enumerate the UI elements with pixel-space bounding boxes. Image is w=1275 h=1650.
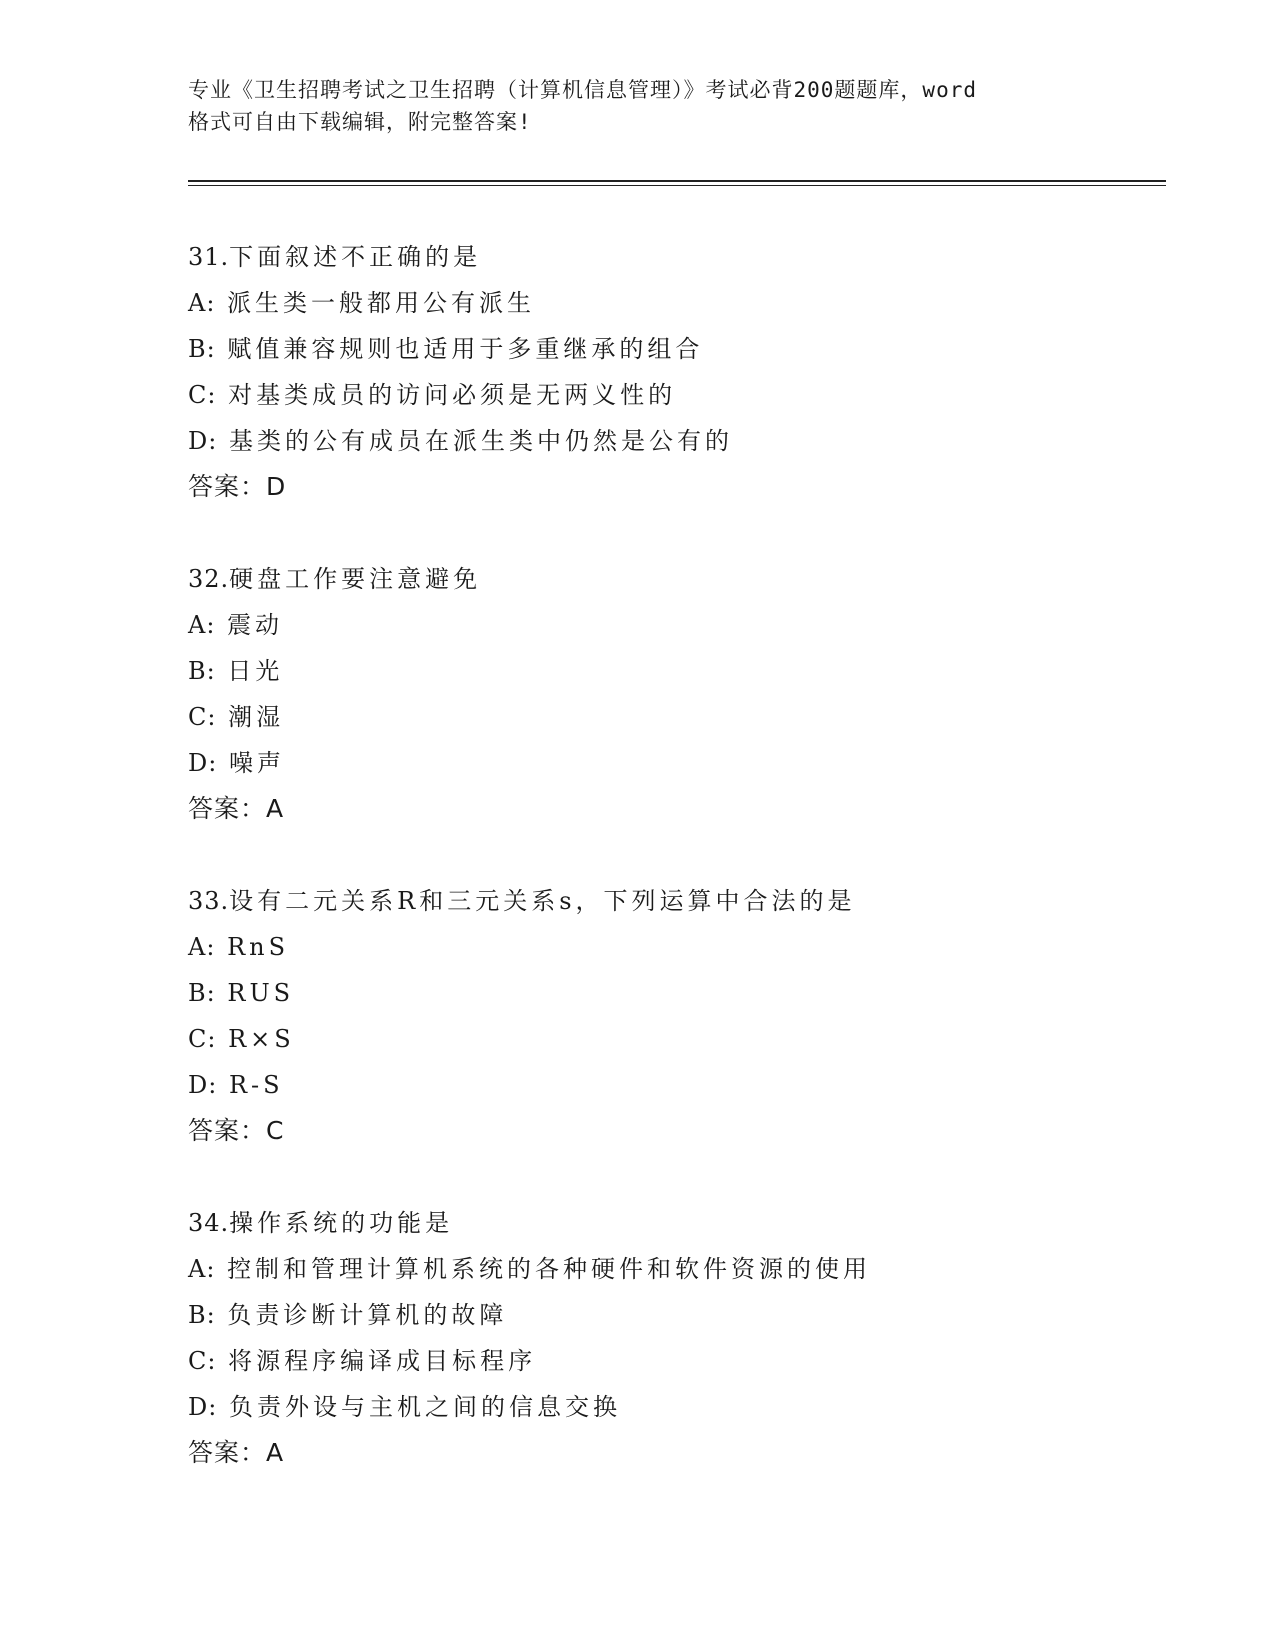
option-a	[188, 924, 1168, 970]
option-label: A:	[188, 289, 216, 317]
answer-value: D	[266, 472, 287, 501]
answer-value: C	[266, 1116, 285, 1145]
question-number: 31.	[188, 243, 230, 271]
document-header	[188, 74, 1088, 138]
option-label: D:	[188, 1393, 218, 1421]
question-32	[188, 556, 1168, 878]
option-text: RUS	[227, 979, 295, 1007]
header-divider-thick	[188, 180, 1166, 182]
answer-value: A	[266, 794, 285, 823]
question-list	[188, 234, 1168, 1522]
option-label: B:	[188, 657, 216, 685]
option-label: A:	[188, 933, 216, 961]
question-stem	[188, 1200, 1168, 1246]
option-label: C:	[188, 703, 217, 731]
question-number: 33.	[188, 887, 230, 915]
option-d	[188, 740, 1168, 786]
question-34	[188, 1200, 1168, 1522]
option-text: 震动	[227, 611, 284, 639]
option-text: 噪声	[228, 749, 285, 777]
option-text: 对基类成员的访问必须是无两义性的	[228, 381, 677, 409]
option-label: D:	[188, 1071, 218, 1099]
option-text: RnS	[227, 933, 290, 961]
option-c	[188, 1016, 1168, 1062]
option-b	[188, 326, 1168, 372]
option-text: 日光	[227, 657, 284, 685]
option-d	[188, 1062, 1168, 1108]
question-text: 设有二元关系R和三元关系s，下列运算中合法的是	[229, 887, 856, 915]
question-number: 32.	[188, 565, 230, 593]
option-a	[188, 1246, 1168, 1292]
header-divider-thin	[188, 185, 1166, 186]
question-stem	[188, 878, 1168, 924]
option-d	[188, 418, 1168, 464]
option-label: B:	[188, 979, 216, 1007]
option-label: C:	[188, 1347, 217, 1375]
answer-value: A	[266, 1438, 285, 1467]
option-text: 将源程序编译成目标程序	[228, 1347, 537, 1375]
answer-line	[188, 1430, 1168, 1476]
answer-line	[188, 786, 1168, 832]
option-c	[188, 694, 1168, 740]
answer-label: 答案：	[188, 472, 267, 501]
question-stem	[188, 234, 1168, 280]
option-label: D:	[188, 749, 218, 777]
option-label: B:	[188, 335, 216, 363]
option-text: R×S	[228, 1025, 295, 1053]
option-text: 赋值兼容规则也适用于多重继承的组合	[227, 335, 704, 363]
option-text: 派生类一般都用公有派生	[227, 289, 536, 317]
option-b	[188, 648, 1168, 694]
question-number: 34.	[188, 1209, 230, 1237]
answer-line	[188, 464, 1168, 510]
option-label: D:	[188, 427, 218, 455]
option-b	[188, 1292, 1168, 1338]
option-label: C:	[188, 1025, 217, 1053]
option-label: A:	[188, 611, 216, 639]
option-text: 潮湿	[228, 703, 285, 731]
question-text: 操作系统的功能是	[229, 1209, 454, 1237]
header-line-2: 格式可自由下载编辑，附完整答案!	[188, 110, 532, 134]
option-b	[188, 970, 1168, 1016]
option-text: 负责诊断计算机的故障	[227, 1301, 508, 1329]
option-text: 控制和管理计算机系统的各种硬件和软件资源的使用	[227, 1255, 872, 1283]
option-label: B:	[188, 1301, 216, 1329]
option-text: 基类的公有成员在派生类中仍然是公有的	[228, 427, 733, 455]
answer-line	[188, 1108, 1168, 1154]
question-text: 硬盘工作要注意避免	[229, 565, 482, 593]
answer-label: 答案：	[188, 1438, 267, 1467]
option-c	[188, 1338, 1168, 1384]
question-33	[188, 878, 1168, 1200]
answer-label: 答案：	[188, 794, 267, 823]
option-a	[188, 280, 1168, 326]
question-31	[188, 234, 1168, 556]
option-label: C:	[188, 381, 217, 409]
header-line-1: 专业《卫生招聘考试之卫生招聘（计算机信息管理）》考试必背200题题库，word	[188, 78, 977, 102]
option-a	[188, 602, 1168, 648]
answer-label: 答案：	[188, 1116, 267, 1145]
option-label: A:	[188, 1255, 216, 1283]
question-stem	[188, 556, 1168, 602]
option-c	[188, 372, 1168, 418]
option-text: R-S	[228, 1071, 284, 1099]
option-d	[188, 1384, 1168, 1430]
question-text: 下面叙述不正确的是	[229, 243, 482, 271]
option-text: 负责外设与主机之间的信息交换	[228, 1393, 621, 1421]
